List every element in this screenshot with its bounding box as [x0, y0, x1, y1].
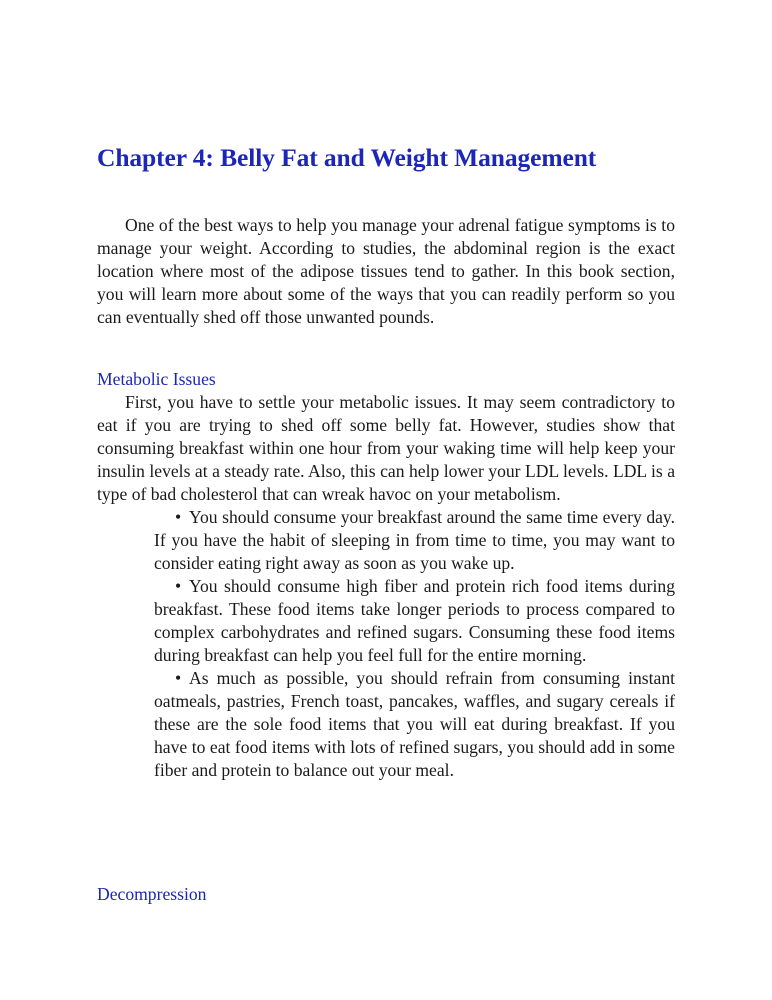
bullet-item — [154, 667, 675, 782]
section-heading-decompression: Decompression — [97, 884, 207, 904]
metabolic-paragraph: First, you have to settle your metabolic issues. It may seem contradictory to eat if you are trying to shed off some belly fat. However, studies show that consuming breakfast within one hour from your waking time will help keep your insulin levels at a steady rate. Also, this can help lower your LDL levels. LDL is a type of bad cholesterol that can wreak havoc on your metabolism. — [97, 392, 675, 504]
bullet-text: You should consume your breakfast around the same time every day. If you have the habit of sleeping in from time to time, you may want to consider eating right away as soon as you wake up. — [154, 507, 675, 573]
bullet-symbol: • — [175, 576, 182, 596]
bullet-symbol: • — [175, 507, 182, 527]
bullet-text: You should consume high fiber and protein rich food items during breakfast. These food items take longer periods to process compared to complex carbohydrates and refined sugars. Consuming these food items during breakfast can help you feel full for the entire morning. — [154, 576, 675, 665]
bullet-item — [154, 506, 675, 575]
chapter-title: Chapter 4: Belly Fat and Weight Management — [97, 143, 597, 172]
metabolic-bullet-list — [97, 506, 675, 782]
section-heading-metabolic-issues: Metabolic Issues — [97, 369, 216, 389]
bullet-symbol: • — [175, 668, 182, 688]
bullet-text: As much as possible, you should refrain from consuming instant oatmeals, pastries, French toast, pancakes, waffles, and sugary cereals if these are the sole food items that you will eat during breakfast. If you have to eat food items with lots of refined sugars, you should add in some fiber and protein to balance out your meal. — [154, 668, 675, 780]
section-metabolic-issues — [97, 368, 675, 782]
bullet-item — [154, 575, 675, 667]
intro-paragraph: One of the best ways to help you manage your adrenal fatigue symptoms is to manage your weight. According to studies, the abdominal region is the exact location where most of the adipose tissues tend to gather. In this book section, you will learn more about some of the ways that you can readily perform so you can eventually shed off those unwanted pounds. — [97, 215, 675, 327]
